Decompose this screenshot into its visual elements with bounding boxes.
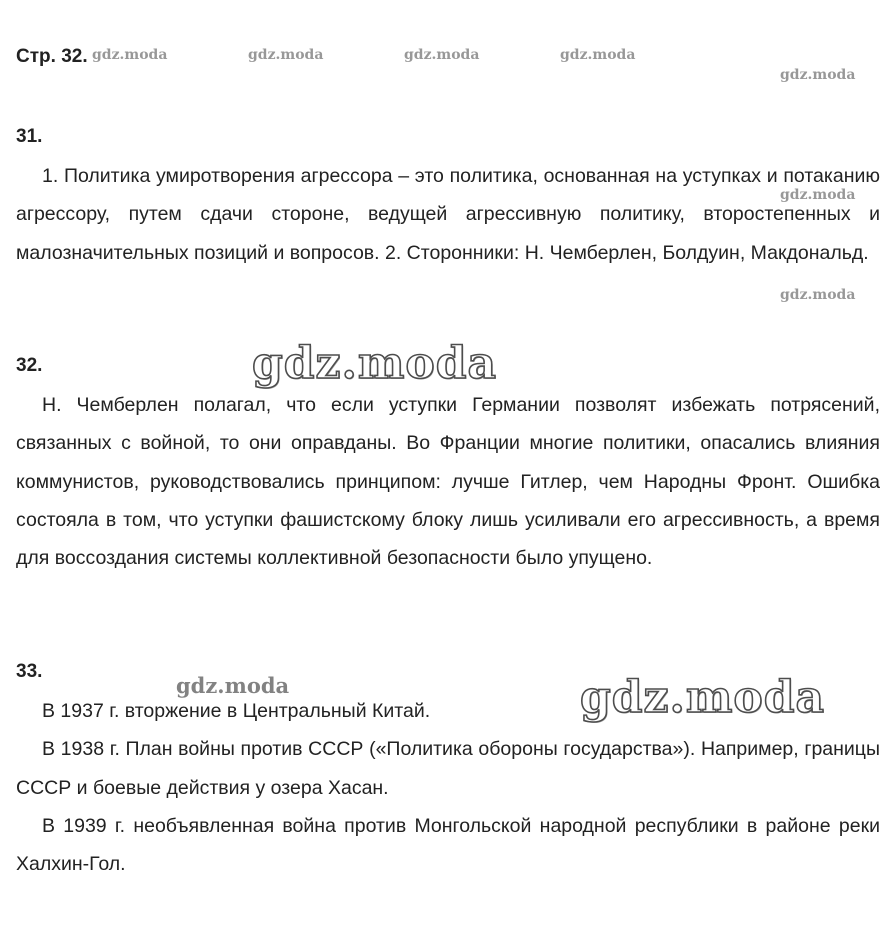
watermark: gdz.moda — [780, 287, 856, 303]
section-paragraph: Н. Чемберлен полагал, что если уступки Германии позволят избежать потрясений, связанных с войной, то они оправданы. Во Франции многие политики, опасались влияния коммунистов, руководствовались принципом: лучше Гитлер, чем Народны Фронт. Ошибка состояла в том, что уступки фашистскому блоку лишь усиливали его агрессивность, а время для воссоздания системы коллективной безопасности было упущено. — [16, 394, 880, 570]
watermark: gdz.moda — [248, 47, 324, 63]
watermark: gdz.moda — [176, 673, 290, 698]
watermark: gdz.moda — [252, 338, 498, 389]
section-32 — [16, 353, 880, 577]
watermark: gdz.moda — [580, 672, 826, 723]
watermark: gdz.moda — [404, 47, 480, 63]
watermark: gdz.moda — [92, 47, 168, 63]
section-paragraph: В 1937 г. вторжение в Центральный Китай. — [42, 700, 431, 722]
page-label: Стр. 32. — [16, 46, 88, 67]
section-paragraph: В 1939 г. необъявленная война против Монгольской народной республики в районе реки Халхин-Гол. — [16, 814, 880, 876]
watermark: gdz.moda — [780, 187, 856, 203]
section-paragraph: В 1938 г. План войны против СССР («Политика обороны государства»). Например, границы СССР и боевые действия у озера Хасан. — [16, 738, 880, 799]
section-number: 33. — [16, 661, 43, 682]
section-paragraph: 1. Политика умиротворения агрессора – это политика, основанная на уступках и потаканию агрессору, путем сдачи стороне, ведущей агрессивную политику, второстепенных и малозначительных позиций и вопросов. 2. Сторонники: Н. Чемберлен, Болдуин, Макдональд. — [16, 165, 880, 264]
section-number: 32. — [16, 355, 43, 376]
document-page — [16, 0, 880, 926]
section-33 — [16, 659, 880, 883]
section-number: 31. — [16, 126, 43, 147]
section-31 — [16, 124, 880, 272]
watermark: gdz.moda — [560, 47, 636, 63]
watermark: gdz.moda — [780, 67, 856, 83]
